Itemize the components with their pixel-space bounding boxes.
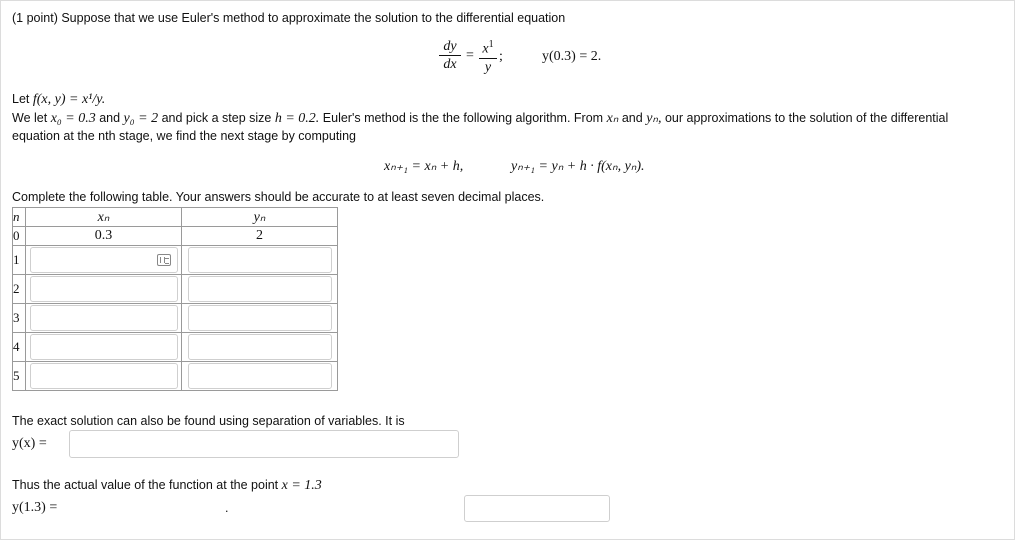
step-text-5: and	[621, 111, 643, 125]
row-index: 2	[13, 275, 26, 304]
step-text-6: our approximations to the solution of the differential	[664, 111, 949, 125]
equals-sign: =	[466, 48, 474, 63]
y2-input[interactable]	[188, 276, 332, 302]
x1-input[interactable]	[30, 247, 178, 273]
exponent-text: 1	[488, 39, 494, 50]
header-n: n	[13, 208, 26, 227]
table-row	[13, 227, 338, 246]
yx-input[interactable]	[69, 430, 459, 458]
period: .	[225, 501, 229, 515]
intro-text: (1 point) Suppose that we use Euler's method to approximate the solution to the differential equation	[12, 11, 566, 25]
x0-cell: 0.3	[26, 227, 182, 246]
let-line	[12, 92, 105, 108]
yn-symbol: yₙ,	[646, 111, 662, 126]
y0-cell: 2	[182, 227, 338, 246]
row-index: 5	[13, 362, 26, 391]
step-text-4: Euler's method is the the following algorithm. From	[322, 111, 604, 125]
header-yn: yₙ	[182, 208, 338, 227]
f-definition: f(x, y) = x¹/y.	[32, 92, 106, 107]
row-index: 4	[13, 333, 26, 362]
complete-instructions: Complete the following table. Your answers should be accurate to at least seven decimal places.	[12, 190, 545, 204]
x-text: x	[482, 41, 489, 57]
step-line-2: equation at the nth stage, we find the next stage by computing	[12, 129, 356, 143]
h-value: h = 0.2.	[274, 111, 320, 126]
table-row	[13, 333, 338, 362]
step-line	[12, 110, 948, 127]
exact-solution-text: The exact solution can also be found using separation of variables. It is	[12, 414, 405, 428]
x-over-y-fraction	[479, 37, 497, 75]
x3-input[interactable]	[30, 305, 178, 331]
y-recurrence: yₙ₊₁ = yₙ + h · f(xₙ, yₙ).	[511, 159, 645, 174]
dy-dx-fraction	[439, 39, 461, 72]
equation-editor-icon[interactable]	[157, 254, 171, 266]
y13-label: y(1.3) =	[12, 500, 58, 515]
y13-input[interactable]	[464, 495, 610, 522]
row-index: 3	[13, 304, 26, 333]
step-text-2: and	[99, 111, 121, 125]
xn-symbol: xₙ	[606, 111, 619, 126]
y-text: y	[484, 59, 492, 75]
table-row	[13, 275, 338, 304]
step-text-1: We let	[12, 111, 48, 125]
table-row	[13, 304, 338, 333]
x0-value: x₀ = 0.3	[50, 111, 96, 126]
y4-input[interactable]	[188, 334, 332, 360]
y5-input[interactable]	[188, 363, 332, 389]
euler-table	[12, 207, 338, 391]
y1-input[interactable]	[188, 247, 332, 273]
row-index: 1	[13, 246, 26, 275]
dx-text: dx	[443, 57, 457, 72]
thus-line	[12, 478, 322, 494]
yx-label: y(x) =	[12, 436, 47, 451]
step-text-3: and pick a step size	[161, 111, 272, 125]
header-xn: xₙ	[26, 208, 182, 227]
row-index: 0	[13, 227, 26, 246]
thus-text: Thus the actual value of the function at the point	[12, 478, 279, 492]
semicolon: ;	[499, 49, 503, 64]
let-text: Let	[12, 92, 30, 106]
initial-condition: y(0.3) = 2.	[542, 49, 602, 64]
y0-value: y₀ = 2	[123, 111, 159, 126]
x2-input[interactable]	[30, 276, 178, 302]
x5-input[interactable]	[30, 363, 178, 389]
table-row	[13, 246, 338, 275]
dy-text: dy	[443, 39, 457, 54]
table-row	[13, 362, 338, 391]
x-recurrence: xₙ₊₁ = xₙ + h,	[384, 159, 464, 174]
x4-input[interactable]	[30, 334, 178, 360]
x-value: x = 1.3	[281, 478, 322, 493]
table-header-row	[13, 208, 338, 227]
y3-input[interactable]	[188, 305, 332, 331]
